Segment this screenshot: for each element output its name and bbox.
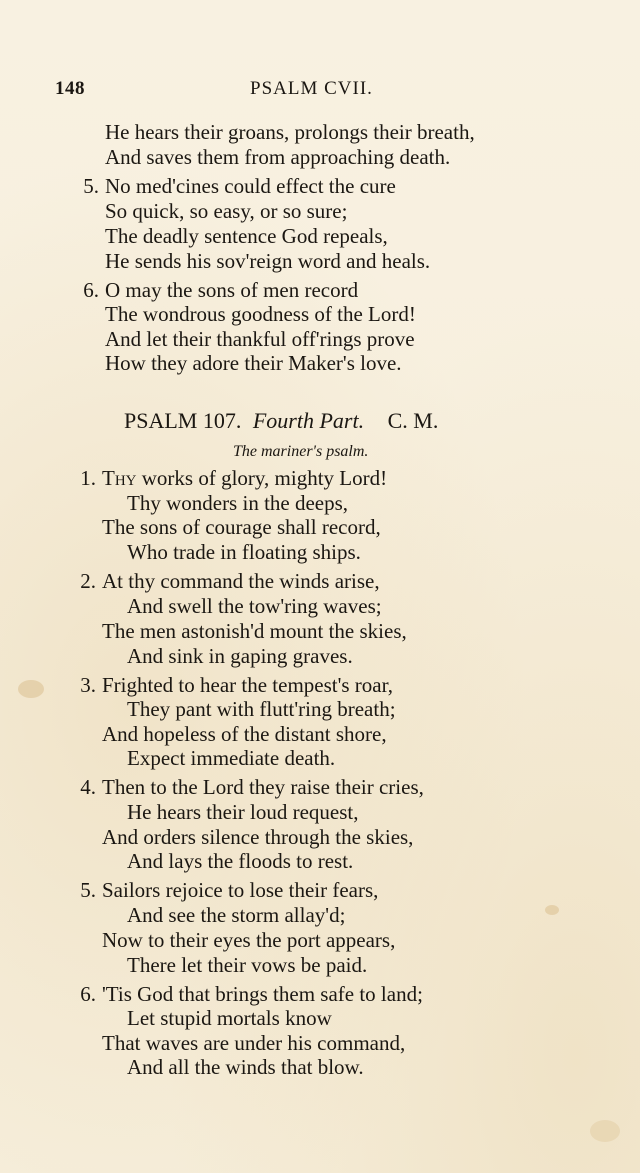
- verse-line: And all the winds that blow.: [127, 1055, 364, 1079]
- stanza-line: [83, 174, 396, 199]
- verse-text: Frighted to hear the tempest's roar,: [102, 673, 394, 697]
- verse-line: He hears their groans, prolongs their breath,: [105, 120, 475, 144]
- verse-line: And hopeless of the distant shore,: [102, 722, 387, 746]
- psalm-part: Fourth Part.: [252, 408, 365, 433]
- verse-line: So quick, so easy, or so sure;: [105, 199, 348, 223]
- verse-line: The deadly sentence God repeals,: [105, 224, 388, 248]
- psalm-meter: C. M.: [387, 408, 439, 433]
- verse-text: Then to the Lord they raise their cries,: [102, 775, 424, 799]
- verse-line: And orders silence through the skies,: [102, 825, 414, 849]
- stanza-number: 5.: [83, 174, 99, 198]
- paper-stain: [545, 905, 559, 915]
- verse-first-line: [80, 775, 424, 800]
- running-title: PSALM CVII.: [250, 78, 373, 99]
- verse-line: There let their vows be paid.: [127, 953, 368, 977]
- verse-number: 5.: [80, 878, 96, 902]
- page-number: 148: [55, 78, 85, 99]
- verse-line: They pant with flutt'ring breath;: [127, 697, 396, 721]
- verse-text: Sailors rejoice to lose their fears,: [102, 878, 379, 902]
- stanza-number: 6.: [83, 278, 99, 302]
- paper-stain: [590, 1120, 620, 1142]
- verse-line: And sink in gaping graves.: [127, 644, 353, 668]
- verse-line: And swell the tow'ring waves;: [127, 594, 382, 618]
- verse-first-line: [80, 569, 380, 594]
- verse-line: And see the storm allay'd;: [127, 903, 346, 927]
- page-header: [55, 78, 390, 104]
- verse-first-line: [80, 466, 388, 491]
- verse-line: He hears their loud request,: [127, 800, 359, 824]
- verse-line: Thy wonders in the deeps,: [127, 491, 349, 515]
- verse-line: Let stupid mortals know: [127, 1006, 332, 1030]
- verse-first-line: [80, 673, 394, 698]
- verse-text: 'Tis God that brings them safe to land;: [102, 982, 423, 1006]
- verse-line: And let their thankful off'rings prove: [105, 327, 415, 351]
- verse-line: And lays the floods to rest.: [127, 849, 354, 873]
- verse-line: How they adore their Maker's love.: [105, 351, 402, 375]
- verse-number: 3.: [80, 673, 96, 697]
- verse-line: Who trade in floating ships.: [127, 540, 361, 564]
- paper-stain: [18, 680, 44, 698]
- verse-first-line: [80, 878, 379, 903]
- verse-number: 6.: [80, 982, 96, 1006]
- verse-line: The men astonish'd mount the skies,: [102, 619, 407, 643]
- verse-line: That waves are under his command,: [102, 1031, 406, 1055]
- verse-line: And saves them from approaching death.: [105, 145, 451, 169]
- verse-line: Expect immediate death.: [127, 746, 336, 770]
- verse-line: Now to their eyes the port appears,: [102, 928, 396, 952]
- verse-line: The sons of courage shall record,: [102, 515, 381, 539]
- psalm-title: PSALM 107.: [124, 408, 242, 433]
- verse-initial-word: Thy: [102, 466, 137, 490]
- verse-first-line: [80, 982, 423, 1007]
- verse-text: At thy command the winds arise,: [102, 569, 380, 593]
- psalm-heading: [124, 408, 438, 434]
- verse-number: 4.: [80, 775, 96, 799]
- verse-number: 2.: [80, 569, 96, 593]
- verse-number: 1.: [80, 466, 96, 490]
- verse-line: He sends his sov'reign word and heals.: [105, 249, 431, 273]
- stanza-text: No med'cines could effect the cure: [105, 174, 396, 198]
- verse-line: The wondrous goodness of the Lord!: [105, 302, 416, 326]
- verse-text: works of glory, mighty Lord!: [136, 466, 388, 490]
- stanza-text: O may the sons of men record: [105, 278, 359, 302]
- psalm-subtitle: The mariner's psalm.: [233, 443, 369, 460]
- stanza-line: [83, 278, 359, 303]
